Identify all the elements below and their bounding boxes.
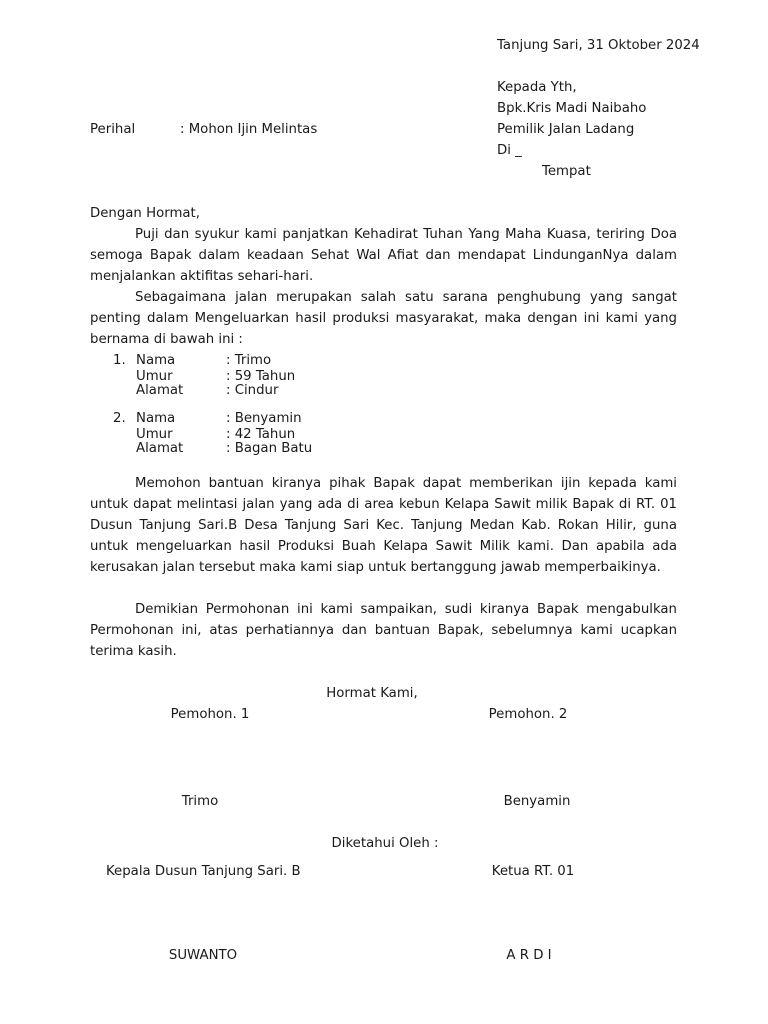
field-label: Alamat [136,383,184,398]
greeting: Dengan Hormat, [90,206,200,221]
recipient-salutation: Kepada Yth, [497,80,577,95]
field-value: : Trimo [226,353,272,368]
subject-label: Perihal [90,122,136,137]
applicant-1-label: Pemohon. 1 [170,707,250,722]
field-label: Umur [136,427,173,442]
field-label: Nama [136,353,176,368]
applicant-row-address [136,441,312,456]
field-value: : 59 Tahun [226,369,296,384]
applicant-row-name [136,411,302,426]
field-value: : Benyamin [226,411,302,426]
applicant-2-name: Benyamin [503,794,571,809]
closing-salutation: Hormat Kami, [326,686,418,701]
paragraph-request [90,473,677,578]
paragraph-closing [90,599,677,662]
applicant-row-name [136,353,271,368]
applicant-row-address [136,383,278,398]
field-label: Umur [136,369,173,384]
recipient-name: Bpk.Kris Madi Naibaho [497,101,647,116]
field-value: : 42 Tahun [226,427,296,442]
field-value: : Cindur [226,383,279,398]
official-2-name: A R D I [506,948,552,963]
paragraph-closing-text: Demikian Permohonan ini kami sampaikan, sudi kiranya Bapak mengabulkan Permohonan ini, atas perhatiannya dan bantuan Bapak, sebelumnya kami ucapkan terima kasih. [90,602,677,659]
recipient-di: Di _ [497,143,522,158]
place-date: Tanjung Sari, 31 Oktober 2024 [497,38,700,53]
applicant-number: 1. [113,353,126,368]
applicant-number: 2. [113,411,126,426]
paragraph-request-text: Memohon bantuan kiranya pihak Bapak dapat memberikan ijin kepada kami untuk dapat melintasi jalan yang ada di area kebun Kelapa Sawit milik Bapak di RT. 01 Dusun Tanjung Sari.B Desa Tanjung Sari Kec. Tanjung Medan Kab. Rokan Hilir, guna untuk mengeluarkan hasil Produksi Buah Kelapa Sawit Milik kami. Dan apabila ada kerusakan jalan tersebut maka kami siap untuk bertanggung jawab memperbaikinya. [90,476,677,575]
acknowledged-label: Diketahui Oleh : [331,836,439,851]
subject-value: : Mohon Ijin Melintas [180,122,318,137]
applicant-1-name: Trimo [181,794,219,809]
applicant-row-age [136,427,295,442]
paragraph-intro-text: Sebagaimana jalan merupakan salah satu sarana penghubung yang sangat penting dalam Mengeluarkan hasil produksi masyarakat, maka dengan ini kami yang bernama di bawah ini : [90,290,677,347]
recipient-place: Tempat [542,164,591,179]
applicant-row-age [136,369,295,384]
paragraph-opening [90,224,677,287]
official-1-name: SUWANTO [168,948,238,963]
field-label: Nama [136,411,176,426]
applicant-2-label: Pemohon. 2 [488,707,568,722]
official-1-title: Kepala Dusun Tanjung Sari. B [106,864,301,879]
official-2-title: Ketua RT. 01 [491,864,575,879]
recipient-title: Pemilik Jalan Ladang [497,122,635,137]
paragraph-intro [90,287,677,350]
field-label: Alamat [136,441,184,456]
field-value: : Bagan Batu [226,441,313,456]
paragraph-opening-text: Puji dan syukur kami panjatkan Kehadirat Tuhan Yang Maha Kuasa, teriring Doa semoga Bapak dalam keadaan Sehat Wal Afiat dan mendapat LindunganNya dalam menjalankan aktifitas sehari-hari. [90,227,677,284]
